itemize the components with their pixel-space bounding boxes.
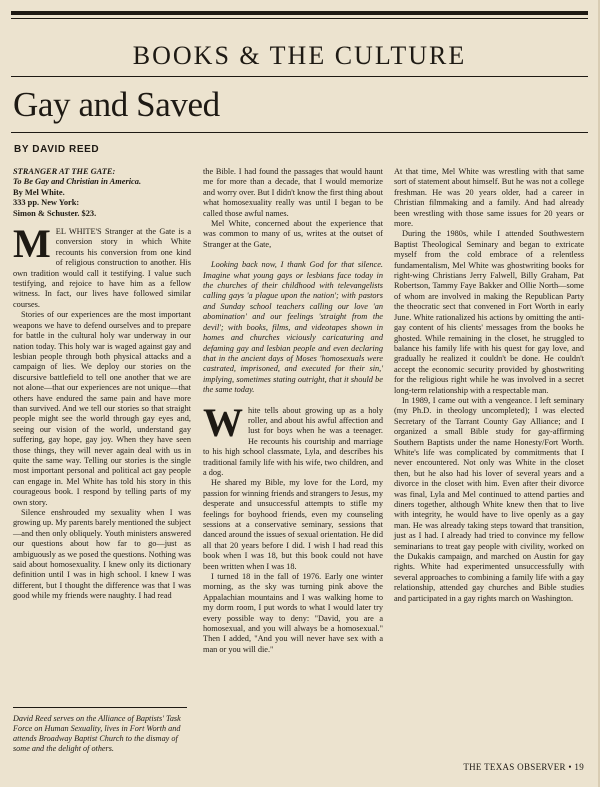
book-info bbox=[13, 167, 191, 219]
article-headline: Gay and Saved bbox=[13, 85, 220, 124]
top-rule-thin bbox=[11, 18, 588, 19]
column-1 bbox=[13, 167, 191, 602]
byline: BY DAVID REED bbox=[14, 144, 100, 155]
paragraph: Mel White, concerned about the experience that was common to many of us, writes at the outset of Stranger at the Gate, bbox=[203, 219, 383, 249]
paragraph: In 1989, I came out with a vengeance. I left seminary (my Ph.D. in theology uncompleted); I was elected Secretary of the Tarrant County Gay Alliance; and I organized a small Bible study for gay-affirming Southern Baptists under the name Honesty/Fort Worth. White's life was complicated by commitments that I never encountered. Not only was White in the closet then, but he also had his lover of several years and a divorce in the closet with him. Even after their divorce was final, Lyla and Mel continued to attend parties and diners together, although White knew then that to live with integrity, he would have to live openly as a gay man. He was already taking steps toward that transition, just as I had. I already had tried to convince my fellow seminarians to treat gay people with civility, worked on the Dukakis campaign, and marched on Austin for gay rights. White had experimented unsuccessfully with several approaches to combining a family life with a gay relationship, attended gay churches and Bible studies and participated in a gay rights march on Washington. bbox=[394, 395, 584, 603]
book-publisher: Simon & Schuster. $23. bbox=[13, 208, 97, 218]
paragraph: At that time, Mel White was wrestling with that same sort of statement about himself. But he was not a college freshman. He was 20 years older, had a career in Christian filmmaking and a family. And had already been wrestling with those same issues for 20 years or more. bbox=[394, 167, 584, 229]
drop-cap: M bbox=[13, 221, 51, 267]
book-pages: 333 pp. New York: bbox=[13, 198, 80, 208]
book-author: By Mel White. bbox=[13, 187, 65, 197]
paragraph: the Bible. I had found the passages that would haunt me for more than a decade, that I would memorize and worry over. But I didn't know the first thing about what homosexuality really was until I began to be called those awful names. bbox=[203, 167, 383, 218]
headline-rule bbox=[11, 132, 588, 133]
book-title: STRANGER AT THE GATE: bbox=[13, 167, 116, 176]
paragraph bbox=[203, 399, 383, 479]
top-rule-thick bbox=[11, 11, 588, 15]
paragraph-text: hite tells about growing up as a holy roller, and about his awful affection and lust for boys when he was a teenager. He recounts his courtship and marriage to his high school classmate, Lyla, and describes his traditional family life with his wife, two children, and a dog. bbox=[203, 405, 383, 477]
paragraph: I turned 18 in the fall of 1976. Early one winter morning, as the sky was turning pink above the Appalachian mountains and I was walking home to my dorm room, I put words to what I would later try every possible way to deny: "David, you are a homosexual, and you will always be a homosexual." Then I added, "And you will never have sex with a man or you will die." bbox=[203, 572, 383, 654]
paragraph: He shared my Bible, my love for the Lord, my passion for winning friends and strangers to Jesus, my desperate and unsuccessful attempts to stifle my feelings for boyhood friends, even my counseling sessions at a conservative seminary, sessions that danced around the issues of sexual orientation. He did all that 20 years before I did. I wish I had read this book when I was 18, but this book could not have been written when I was 18. bbox=[203, 478, 383, 571]
author-footnote: David Reed serves on the Alliance of Baptists' Task Force on Human Sexuality, lives in Fort Worth and attends Broadway Baptist Church to the dismay of some and the delight of others. bbox=[13, 714, 181, 753]
drop-cap: W bbox=[203, 399, 243, 445]
paragraph: During the 1980s, while I attended Southwestern Baptist Theological Seminary and began to extricate myself from the cold embrace of a relentless fundamentalism, Mel White was ghostwriting books for right-wing Christians Jerry Falwell, Billy Graham, Pat Robertson, Tammy Faye Bakker and Ollie North—some of whom are involved in making the Republican Party the theocratic sect that convened in Fort Worth in early June. White rationalized his actions by omitting the anti-gay content of his clients' messages from the books he ghosted. While remaining in the closet, he struggled to balance his family life with his quest for gay love, and gradually he realized it couldn't be done. He couldn't accept the economic security provided by ghostwriting for the religious right while he was involved in a secret long-term relationship with a respectable man. bbox=[394, 229, 584, 395]
column-2 bbox=[203, 167, 383, 655]
paragraph: Stories of our experiences are the most important weapons we have to defend ourselves and to prepare for battle in the cultural holy war underway in our nation today. This holy war is waged against gay and lesbian people through both physical attacks and a campaign of lies. We deploy our stories on the discursive battlefield to tell one another that we are not alone—that our experiences are not unique—that others have endured the same pain and have more than survived. And we tell our stories so that straight people might see the world through gay eyes and, seeing our vision of the world, understand gay suffering, gay hope, gay joy. When they have seen those things, they will never again deal with us in quite the same way. Telling our stories is the single most important personal and political act gay people can engage in. Mel White has told his story in this courageous book. I respond by telling parts of my own story. bbox=[13, 310, 191, 507]
section-rule bbox=[11, 76, 588, 77]
book-subtitle: To Be Gay and Christian in America. bbox=[13, 177, 142, 187]
footnote-rule bbox=[13, 707, 187, 708]
section-title: BOOKS & THE CULTURE bbox=[132, 41, 467, 70]
paragraph bbox=[13, 221, 191, 310]
block-quote: Looking back now, I thank God for that silence. Imagine what young gays or lesbians face today in the churches of their childhood with televangelists calling gays 'a plague upon the nation'; with pastors and Sunday school teachers calling our love 'an abomination' and our feelings 'straight from the devil'; with books, films, and videotapes shown in homes and churches viciously caricaturing and defaming gay and lesbian people and even declaring that in the ancient days of Moses 'homosexuals were castrated, imprisoned, and executed for their sin,' implying, sometimes stating outright, that it should be the same today. bbox=[203, 260, 383, 395]
paragraph: Silence enshrouded my sexuality when I was growing up. My parents barely mentioned the subject—and then only obliquely. Youth ministers answered our questions about how far to go—just as ambiguously as we posed the questions. Nothing was said about homosexuality. I knew only its dictionary definition until I was in high school. I knew I was different, but I thought the difference was that I was good while my friends were naughty. I had read bbox=[13, 508, 191, 601]
column-3 bbox=[394, 167, 584, 604]
paragraph-text: EL WHITE'S Stranger at the Gate is a conversion story in which White recounts his conversion from one kind of religious construction to another. His own tradition would call it testifying. I value such testifying, and rejoice to have him as a fellow witness. In fact, our lives have followed similar courses. bbox=[13, 227, 191, 309]
page-footer: THE TEXAS OBSERVER • 19 bbox=[463, 762, 584, 772]
